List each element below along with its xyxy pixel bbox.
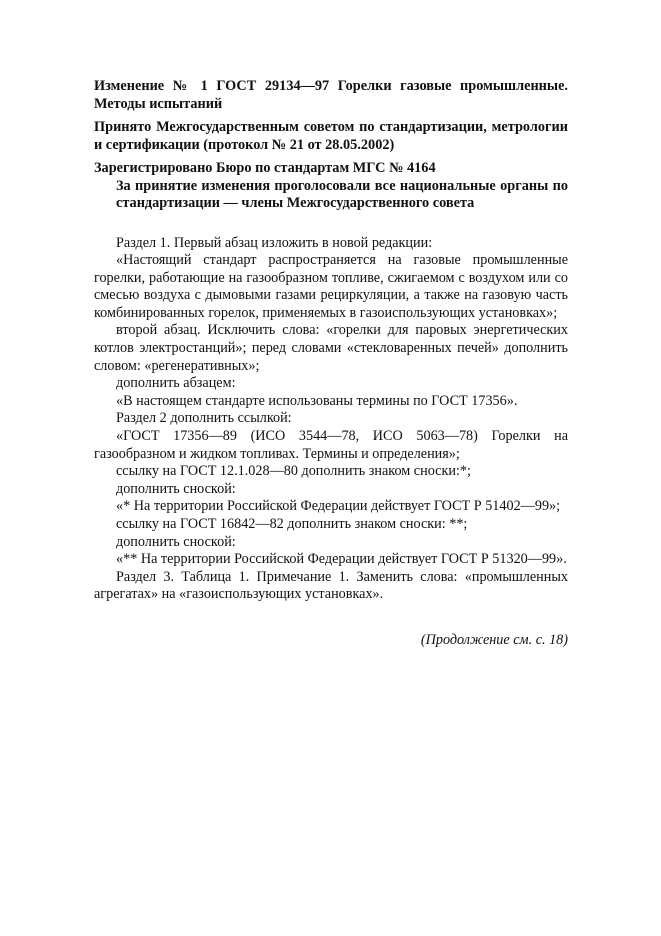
body-paragraph-ref-16842: ссылку на ГОСТ 16842—82 дополнить знаком сноски: **; [116, 516, 468, 532]
body-paragraph-add-footnote-1: дополнить сноской: [116, 480, 236, 497]
body-paragraph-terms: «В настоящем стандарте использованы термины по ГОСТ 17356». [116, 392, 518, 409]
adoption-note: Принято Межгосударственным советом по стандартизации, метрологии и сертификации (протокол № 21 от 28.05.2002) [94, 119, 568, 153]
body-paragraph-add-para: дополнить абзацем: [116, 375, 236, 392]
body-paragraph-gost17356: «ГОСТ 17356—89 (ИСО 3544—78, ИСО 5063—78) Горелки на газообразном и жидком топливах. Термины и определения»; [94, 428, 568, 462]
amendment-title: Изменение № 1 ГОСТ 29134—97 Горелки газовые промышленные. Методы испытаний [94, 78, 568, 112]
body-paragraph-second-para: второй абзац. Исключить слова: «горелки для паровых энергетических котлов электростанций»; перед словами «стекловаренных печей» дополнить словом: «регенеративных»; [94, 322, 568, 374]
amendment-body [94, 235, 568, 604]
document-page [94, 78, 568, 604]
continuation-note: (Продолжение см. с. 18) [420, 632, 568, 648]
registration-note: Зарегистрировано Бюро по стандартам МГС № 4164 [94, 160, 436, 176]
body-paragraph-footnote-2: «** На территории Российской Федерации действует ГОСТ Р 51320—99». [116, 551, 567, 568]
body-paragraph-footnote-1: «* На территории Российской Федерации действует ГОСТ Р 51402—99»; [116, 498, 561, 515]
body-paragraph-ref-12-1-028: ссылку на ГОСТ 12.1.028—80 дополнить знаком сноски:*; [116, 463, 471, 480]
body-paragraph-add-footnote-2: дополнить сноской: [116, 533, 236, 550]
body-paragraph-scope: «Настоящий стандарт распространяется на газовые промышленные горелки, работающие на газообразном топливе, сжигаемом с воздухом или со смесью воздуха с дымовыми газами рециркуляции, а также на газовую часть комбинированных горелок, применяемых в газоиспользующих установках»; [94, 252, 568, 321]
body-paragraph-section2: Раздел 2 дополнить ссылкой: [116, 410, 292, 427]
body-paragraph-section3: Раздел 3. Таблица 1. Примечание 1. Заменить слова: «промышленных агрегатах» на «газоиспользующих установках». [94, 568, 568, 603]
body-paragraph-section1: Раздел 1. Первый абзац изложить в новой редакции: [116, 234, 433, 251]
voting-note: За принятие изменения проголосовали все национальные органы по стандартизации — члены Межгосударственного совета [116, 177, 568, 211]
